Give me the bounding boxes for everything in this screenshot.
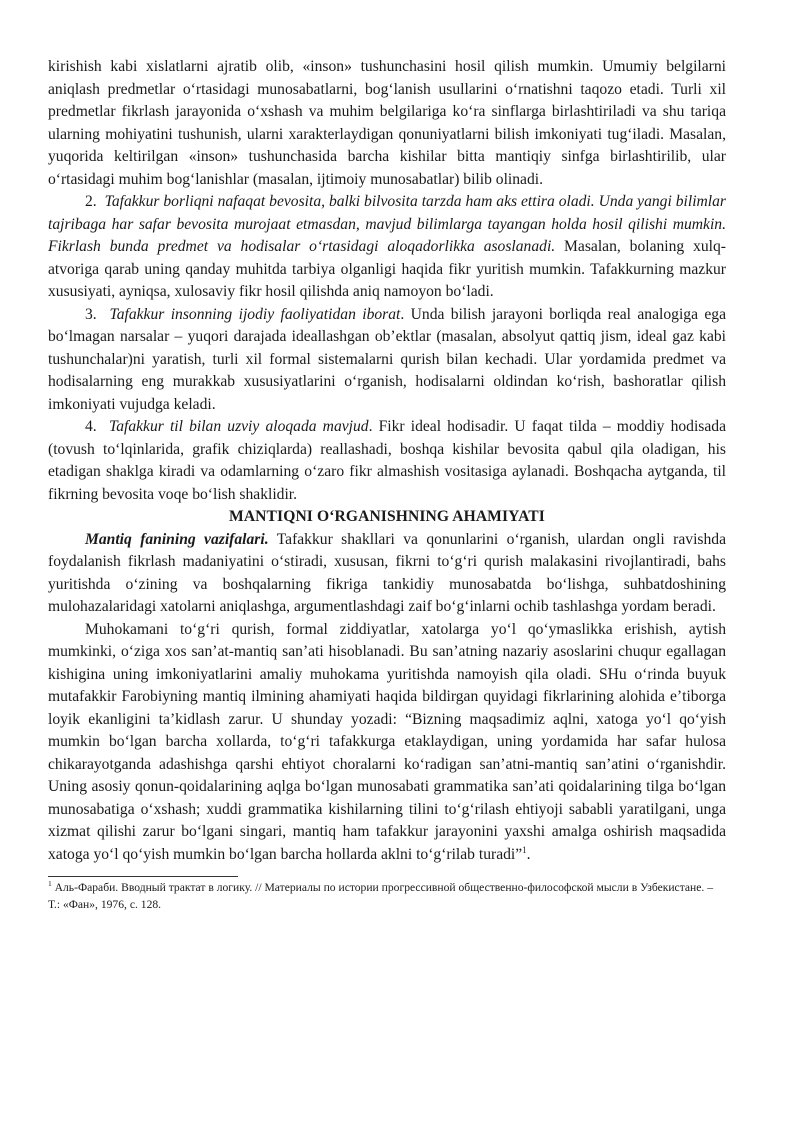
paragraph-2-italic: Tafakkur borliqni nafaqat bevosita, balki bilvosita tarzda ham aks ettira oladi. Unda yangi bilimlar tajribaga har safar bevosita murojaat etmasdan, mavjud bilimlarga tayangan holda hosil qilishi mumkin. Fikrlash bunda predmet va hodisalar oʻrtasidagi aloqadorlikka asoslanadi. <box>48 193 726 255</box>
paragraph-4-italic: Tafakkur til bilan uzviy aloqada mavjud <box>108 418 369 435</box>
footnote <box>48 880 726 913</box>
list-number-4: 4. <box>85 418 97 435</box>
paragraph-5 <box>48 529 726 619</box>
footnote-text: Аль-Фараби. Вводный трактат в логику. // Материалы по истории прогрессивной общественно-философской мысли в Узбекистане. – Т.: «Фан», 1976, с. 128. <box>48 881 714 911</box>
section-heading: MANTIQNI OʻRGANISHNING AHAMIYATI <box>229 508 545 525</box>
paragraph-4 <box>48 416 726 506</box>
footnote-reference[interactable]: 1 <box>522 844 527 855</box>
paragraph-1-text: kirishish kabi xislatlarni ajratib olib, «inson» tushunchasini hosil qilish mumkin. Umumiy belgilarni aniqlash predmetlar oʻrtasidagi munosabatlarni, bogʻlanish usullarini oʻrnatishni taqozo etadi. Turli xil predmetlar fikrlash jarayonida oʻxshash va muhim belgilariga koʻra sinflarga birlashtiriladi va shu tariqa ularning mohiyatini tushunish, ularni xarakterlaydigan qonuniyatlarni bilish imkoniyati tugʻiladi. Masalan, yuqorida keltirilgan «inson» tushunchasida barcha kishilar bitta mantiqiy sinfga birlashtirilib, ular oʻrtasidagi muhim bogʻlanishlar (masalan, ijtimoiy munosabatlar) bilib olinadi. <box>48 58 726 188</box>
paragraph-5-text: Tafakkur shakllari va qonunlarini oʻrganish, ulardan ongli ravishda foydalanish fikrlash madaniyatini oʻstiradi, xususan, fikrni toʻgʻri qurish malakasini rivojlantiradi, bahs yuritishda oʻzining va boshqalarning fikriga tankidiy munosabatda boʻlishga, suhbatdoshining mulohazalaridagi xatolarni aniqlashga, argumentlashdagi zaif boʻgʻinlarni ochib tashlashga yordam beradi. <box>48 530 726 615</box>
paragraph-6-end: . <box>526 845 531 863</box>
paragraph-3-italic: Tafakkur insonning ijodiy faoliyatidan iborat <box>109 305 401 323</box>
paragraph-2-text: Masalan, bolaning xulq-atvoriga qarab uning qanday muhitda tarbiya olganligi haqida fikr yuritish mumkin. Tafakkurning mazkur xususiyati, ayniqsa, xulosaviy fikr hosil qilishda aniq namoyon boʻladi. <box>48 238 726 300</box>
paragraph-4-text: . Fikr ideal hodisadir. U faqat tilda – moddiy hodisada (tovush toʻlqinlarida, grafik chiziqlarda) reallashadi, boshqa kishilar bevosita qabul qila oladigan, his etadigan shaklga kiradi va odamlarning oʻzaro fikr almashish vositasiga aylanadi. Boshqacha aytganda, til fikrning bevosita voqe boʻlish shaklidir. <box>48 418 727 503</box>
paragraph-3 <box>48 304 726 417</box>
paragraph-1 <box>48 56 726 191</box>
list-number-3: 3. <box>85 305 97 323</box>
paragraph-6 <box>48 619 726 867</box>
footnote-divider <box>48 876 238 877</box>
paragraph-5-bold-italic: Mantiq fanining vazifalari. <box>85 530 269 548</box>
footnote-mark: 1 <box>48 879 52 889</box>
paragraph-3-text: . Unda bilish jarayoni borliqda real analogiga ega boʻlmagan narsalar – yuqori darajada ideallashgan obʼektlar (masalan, absolyut qattiq jism, ideal gaz kabi tushunchalar)ni yaratish, turli xil formal sistemalarni qurish bilan kechadi. Ular yordamida predmet va hodisalarning eng murakkab xususiyatlarini oʻrganish, hodisalarni oldindan koʻrish, bashoratlar qilish imkoniyati vujudga keladi. <box>48 305 727 413</box>
paragraph-2 <box>48 191 726 304</box>
document-page <box>48 56 726 913</box>
paragraph-6-text: Muhokamani toʻgʻri qurish, formal ziddiyatlar, xatolarga yoʻl qoʻymaslikka erishish, aytish mumkinki, oʻziga xos sanʼat-mantiq sanʼati hisoblanadi. Bu sanʼatning nazariy asoslarini chuqur egallagan kishigina uning imkoniyatlarini amaliy muhokama yuritishda namoyish qila oladi. SHu oʻrinda buyuk mutafakkir Farobiyning mantiq ilmining ahamiyati haqida bildirgan quyidagi fikrlarining alohida eʼtiborga loyik ekanligini taʼkidlash zarur. U shunday yozadi: “Bizning maqsadimiz aqlni, xatoga yoʻl qoʻyish mumkin boʻlgan barcha xollarda, toʻgʻri tafakkurga etaklaydigan, uning yordamida har safar hulosa chikarayotganda adashishga qarshi ehtiyot choralarni koʻradigan sanʼatni-mantiq sanʼatini oʻrganishdir. Uning asosiy qonun-qoidalarining aqlga boʻlgan munosabati grammatika sanʼati qoidalarining tilga boʻlgan munosabatiga oʻxshash; xuddi grammatika kishilarning tilini toʻgʻrilash ehtiyoji sababli yaratilgani, unga xizmat qilishi zarur boʻlgani singari, mantiq ham tafakkur jarayonini yaxshi amalga oshirish maqsadida xatoga yoʻl qoʻyish mumkin boʻlgan barcha hollarda aklni toʻgʻrilab turadi” <box>48 620 726 863</box>
list-number-2: 2. <box>85 193 97 210</box>
